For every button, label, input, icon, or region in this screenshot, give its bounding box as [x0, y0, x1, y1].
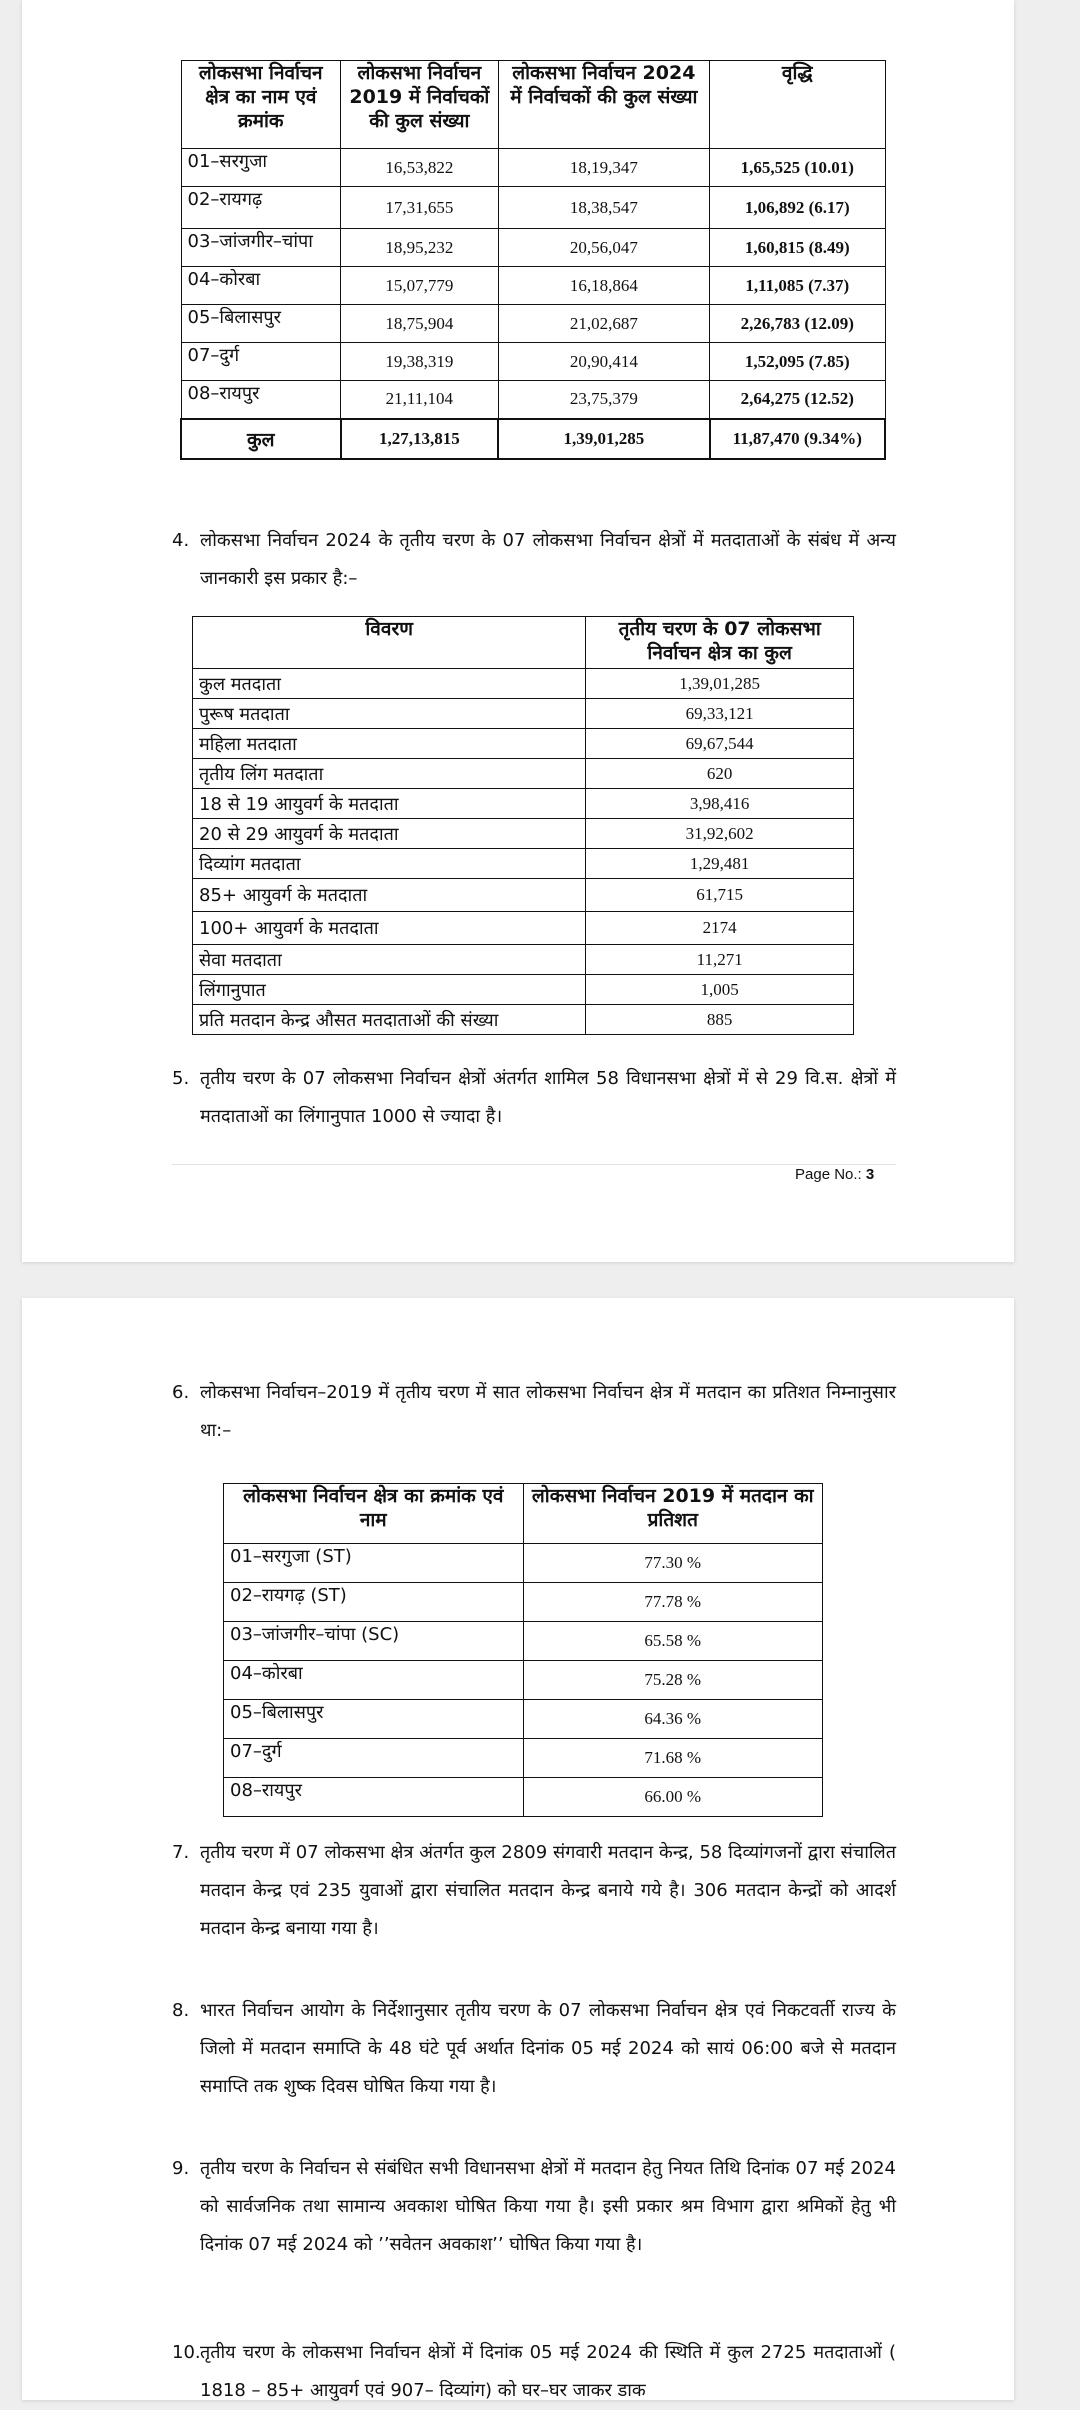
- table-row: [181, 267, 885, 305]
- electors-2019-cell: 15,07,779: [341, 267, 499, 305]
- electors-growth-table: [180, 60, 886, 460]
- paragraph-10: [172, 2334, 896, 2410]
- detail-label-cell: महिला मतदाता: [193, 729, 586, 759]
- detail-label-cell: प्रति मतदान केन्द्र औसत मतदाताओं की संख्या: [193, 1005, 586, 1035]
- total-2024-cell: 1,39,01,285: [498, 419, 709, 459]
- paragraph-number: 4.: [172, 530, 190, 551]
- footer-divider: [172, 1164, 896, 1165]
- table-header: तृतीय चरण के 07 लोकसभा निर्वाचन क्षेत्र का कुल: [586, 617, 854, 669]
- paragraph-8: [172, 1992, 896, 2106]
- table-header: वृद्धि: [710, 61, 885, 149]
- table-header: लोकसभा निर्वाचन 2019 में निर्वाचकों की कुल संख्या: [341, 61, 499, 149]
- paragraph-text: तृतीय चरण के लोकसभा निर्वाचन क्षेत्रों में दिनांक 05 मई 2024 की स्थिति में कुल 2725 मतदाताओं ( 1818 – 85+ आयुवर्ग एवं 907– दिव्यांग) को घर–घर जाकर डाक: [200, 2342, 896, 2401]
- electors-2024-cell: 18,38,547: [498, 187, 709, 229]
- total-growth-cell: 11,87,470 (9.34%): [710, 419, 885, 459]
- table-row: [193, 729, 854, 759]
- constituency-cell: 03–जांजगीर–चांपा (SC): [224, 1622, 524, 1661]
- paragraph-text: तृतीय चरण में 07 लोकसभा क्षेत्र अंतर्गत कुल 2809 संगवारी मतदान केन्द्र, 58 दिव्यांगजनों द्वारा संचालित मतदान केन्द्र एवं 235 युवाओं द्वारा संचालित मतदान केन्द्र बनाये गये है। 306 मतदान केन्द्रों को आदर्श मतदान केन्द्र बनाया गया है।: [200, 1842, 896, 1939]
- constituency-cell: 03–जांजगीर–चांपा: [181, 229, 341, 267]
- paragraph-text: लोकसभा निर्वाचन 2024 के तृतीय चरण के 07 लोकसभा निर्वाचन क्षेत्रों में मतदाताओं के संबंध में अन्य जानकारी इस प्रकार है:–: [200, 530, 896, 589]
- constituency-cell: 02–रायगढ़ (ST): [224, 1583, 524, 1622]
- table-row: [193, 912, 854, 945]
- paragraph-9: [172, 2150, 896, 2264]
- table-row: [224, 1739, 823, 1778]
- detail-value-cell: 1,29,481: [586, 849, 854, 879]
- detail-label-cell: 18 से 19 आयुवर्ग के मतदाता: [193, 789, 586, 819]
- electors-2024-cell: 23,75,379: [498, 381, 709, 419]
- paragraph-number: 6.: [172, 1382, 190, 1403]
- detail-value-cell: 1,005: [586, 975, 854, 1005]
- voter-details-table: [192, 616, 854, 1035]
- table-header: लोकसभा निर्वाचन 2019 में मतदान का प्रतिशत: [523, 1484, 823, 1544]
- paragraph-number: 5.: [172, 1068, 190, 1089]
- paragraph-text: तृतीय चरण के 07 लोकसभा निर्वाचन क्षेत्रों अंतर्गत शामिल 58 विधानसभा क्षेत्रों में से 29 वि.स. क्षेत्रों में मतदाताओं का लिंगानुपात 1000 से ज्यादा है।: [200, 1068, 896, 1127]
- detail-value-cell: 885: [586, 1005, 854, 1035]
- table-row: [193, 819, 854, 849]
- table-row: [181, 149, 885, 187]
- constituency-cell: 08–रायपुर: [224, 1778, 524, 1817]
- table-header: लोकसभा निर्वाचन 2024 में निर्वाचकों की कुल संख्या: [498, 61, 709, 149]
- paragraph-number: 10.: [172, 2342, 201, 2363]
- table-row: [193, 789, 854, 819]
- table-row: [181, 343, 885, 381]
- table-header: लोकसभा निर्वाचन क्षेत्र का क्रमांक एवं नाम: [224, 1484, 524, 1544]
- detail-value-cell: 3,98,416: [586, 789, 854, 819]
- detail-label-cell: कुल मतदाता: [193, 669, 586, 699]
- detail-value-cell: 620: [586, 759, 854, 789]
- constituency-cell: 02–रायगढ़: [181, 187, 341, 229]
- constituency-cell: 01–सरगुजा (ST): [224, 1544, 524, 1583]
- table-row: [181, 229, 885, 267]
- table-row: [193, 849, 854, 879]
- growth-cell: 1,11,085 (7.37): [710, 267, 885, 305]
- table-row: [224, 1778, 823, 1817]
- table-row: [193, 699, 854, 729]
- detail-value-cell: 1,39,01,285: [586, 669, 854, 699]
- detail-value-cell: 61,715: [586, 879, 854, 912]
- detail-label-cell: 100+ आयुवर्ग के मतदाता: [193, 912, 586, 945]
- turnout-cell: 65.58 %: [523, 1622, 823, 1661]
- detail-label-cell: पुरूष मतदाता: [193, 699, 586, 729]
- table-row: [181, 187, 885, 229]
- detail-value-cell: 31,92,602: [586, 819, 854, 849]
- detail-value-cell: 11,271: [586, 945, 854, 975]
- table-row: [193, 945, 854, 975]
- constituency-cell: 01–सरगुजा: [181, 149, 341, 187]
- turnout-2019-table: [223, 1483, 823, 1817]
- electors-2024-cell: 20,56,047: [498, 229, 709, 267]
- detail-label-cell: तृतीय लिंग मतदाता: [193, 759, 586, 789]
- electors-2019-cell: 16,53,822: [341, 149, 499, 187]
- growth-cell: 2,26,783 (12.09): [710, 305, 885, 343]
- turnout-cell: 71.68 %: [523, 1739, 823, 1778]
- constituency-cell: 08–रायपुर: [181, 381, 341, 419]
- growth-cell: 1,60,815 (8.49): [710, 229, 885, 267]
- constituency-cell: 05–बिलासपुर: [224, 1700, 524, 1739]
- table-row: [224, 1622, 823, 1661]
- constituency-cell: 07–दुर्ग: [224, 1739, 524, 1778]
- turnout-cell: 75.28 %: [523, 1661, 823, 1700]
- paragraph-number: 7.: [172, 1842, 190, 1863]
- electors-2024-cell: 18,19,347: [498, 149, 709, 187]
- detail-value-cell: 2174: [586, 912, 854, 945]
- turnout-cell: 77.30 %: [523, 1544, 823, 1583]
- table-row: [193, 759, 854, 789]
- table-row: [224, 1700, 823, 1739]
- table-header: लोकसभा निर्वाचन क्षेत्र का नाम एवं क्रमांक: [181, 61, 341, 149]
- electors-2024-cell: 20,90,414: [498, 343, 709, 381]
- table-row: [224, 1583, 823, 1622]
- electors-2024-cell: 21,02,687: [498, 305, 709, 343]
- growth-cell: 1,06,892 (6.17): [710, 187, 885, 229]
- detail-label-cell: दिव्यांग मतदाता: [193, 849, 586, 879]
- paragraph-text: भारत निर्वाचन आयोग के निर्देशानुसार तृतीय चरण के 07 लोकसभा निर्वाचन क्षेत्र एवं निकटवर्ती राज्य के जिलो में मतदान समाप्ति के 48 घंटे पूर्व अर्थात दिनांक 05 मई 2024 को सायं 06:00 बजे से मतदान समाप्ति तक शुष्क दिवस घोषित किया गया है।: [200, 2000, 896, 2097]
- page-number: [795, 1166, 874, 1183]
- detail-label-cell: 85+ आयुवर्ग के मतदाता: [193, 879, 586, 912]
- electors-2019-cell: 21,11,104: [341, 381, 499, 419]
- detail-value-cell: 69,67,544: [586, 729, 854, 759]
- turnout-cell: 77.78 %: [523, 1583, 823, 1622]
- table-row: [193, 1005, 854, 1035]
- detail-label-cell: लिंगानुपात: [193, 975, 586, 1005]
- detail-label-cell: 20 से 29 आयुवर्ग के मतदाता: [193, 819, 586, 849]
- table-header: विवरण: [193, 617, 586, 669]
- growth-cell: 2,64,275 (12.52): [710, 381, 885, 419]
- table-row: [181, 381, 885, 419]
- table-row: [193, 669, 854, 699]
- paragraph-number: 9.: [172, 2158, 190, 2179]
- electors-2019-cell: 17,31,655: [341, 187, 499, 229]
- paragraph-5: [172, 1060, 896, 1136]
- table-row: [224, 1544, 823, 1583]
- electors-2019-cell: 18,95,232: [341, 229, 499, 267]
- paragraph-text: तृतीय चरण के निर्वाचन से संबंधित सभी विधानसभा क्षेत्रों में मतदान हेतु नियत तिथि दिनांक 07 मई 2024 को सार्वजनिक तथा सामान्य अवकाश घोषित किया गया है। इसी प्रकार श्रम विभाग द्वारा श्रमिकों हेतु भी दिनांक 07 मई 2024 को ’’सवेतन अवकाश’’ घोषित किया गया है।: [200, 2158, 896, 2255]
- constituency-cell: 07–दुर्ग: [181, 343, 341, 381]
- paragraph-number: 8.: [172, 2000, 190, 2021]
- paragraph-6: [172, 1374, 896, 1450]
- page-number-label: Page No.:: [795, 1166, 862, 1183]
- total-row: [181, 419, 885, 459]
- growth-cell: 1,52,095 (7.85): [710, 343, 885, 381]
- page-number-value: 3: [865, 1166, 875, 1183]
- growth-cell: 1,65,525 (10.01): [710, 149, 885, 187]
- electors-2019-cell: 19,38,319: [341, 343, 499, 381]
- electors-2024-cell: 16,18,864: [498, 267, 709, 305]
- electors-2019-cell: 18,75,904: [341, 305, 499, 343]
- document-page-3: [22, 0, 1014, 1262]
- turnout-cell: 64.36 %: [523, 1700, 823, 1739]
- turnout-cell: 66.00 %: [523, 1778, 823, 1817]
- detail-label-cell: सेवा मतदाता: [193, 945, 586, 975]
- table-row: [193, 879, 854, 912]
- constituency-cell: 05–बिलासपुर: [181, 305, 341, 343]
- total-label-cell: कुल: [181, 419, 341, 459]
- document-page-4: [22, 1298, 1014, 2400]
- paragraph-text: लोकसभा निर्वाचन–2019 में तृतीय चरण में सात लोकसभा निर्वाचन क्षेत्र में मतदान का प्रतिशत निम्नानुसार था:–: [200, 1382, 896, 1441]
- paragraph-7: [172, 1834, 896, 1948]
- table-row: [181, 305, 885, 343]
- paragraph-4: [172, 522, 896, 598]
- detail-value-cell: 69,33,121: [586, 699, 854, 729]
- constituency-cell: 04–कोरबा: [224, 1661, 524, 1700]
- table-row: [224, 1661, 823, 1700]
- constituency-cell: 04–कोरबा: [181, 267, 341, 305]
- table-row: [193, 975, 854, 1005]
- total-2019-cell: 1,27,13,815: [341, 419, 499, 459]
